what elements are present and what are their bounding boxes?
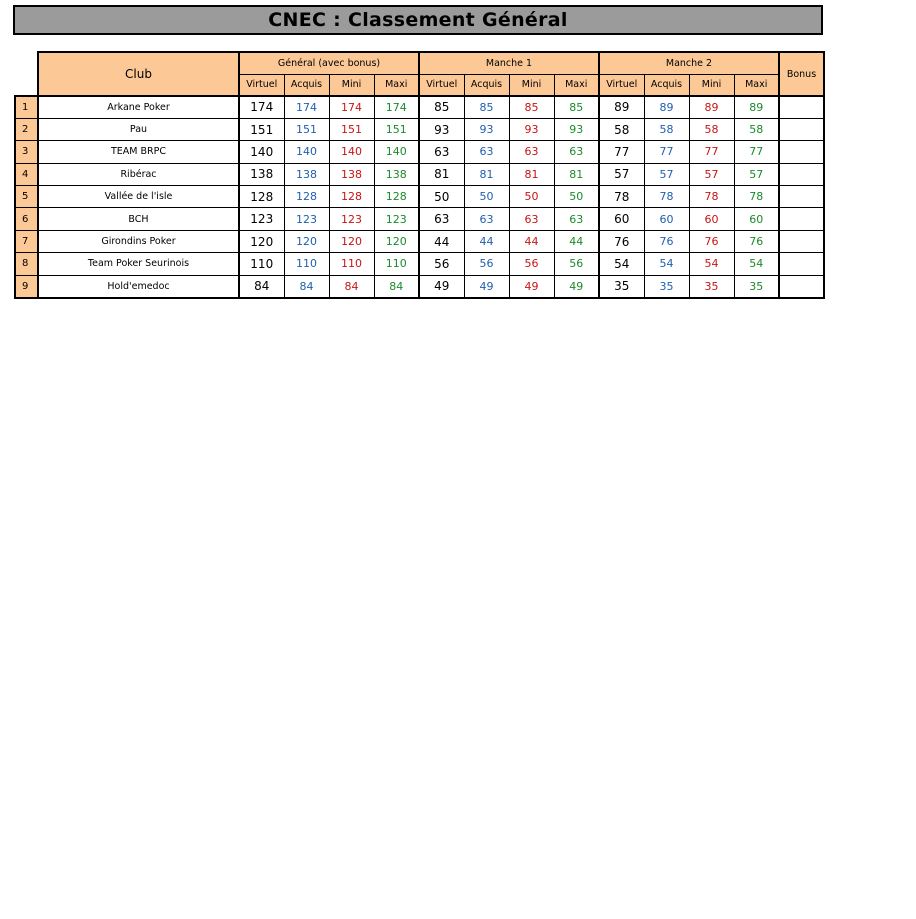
- header-general: Général (avec bonus): [239, 52, 419, 74]
- general-acquis-cell: 174: [284, 96, 329, 118]
- manche1-maxi-cell: 93: [554, 118, 599, 140]
- rank-cell: 8: [15, 253, 38, 275]
- manche2-maxi-cell: 60: [734, 208, 779, 230]
- manche1-maxi-cell: 85: [554, 96, 599, 118]
- manche2-acquis-cell: 57: [644, 163, 689, 185]
- manche1-virtuel-cell: 63: [419, 141, 464, 163]
- club-name-cell: Vallée de l'isle: [38, 186, 239, 208]
- general-mini-cell: 138: [329, 163, 374, 185]
- club-name-cell: BCH: [38, 208, 239, 230]
- rank-cell: 3: [15, 141, 38, 163]
- manche2-maxi-cell: 77: [734, 141, 779, 163]
- general-maxi-cell: 110: [374, 253, 419, 275]
- manche1-maxi-cell: 50: [554, 186, 599, 208]
- subheader-virtuel: Virtuel: [419, 74, 464, 96]
- general-virtuel-cell: 120: [239, 230, 284, 252]
- table-row: [15, 275, 824, 297]
- bonus-cell: [779, 163, 824, 185]
- manche2-virtuel-cell: 60: [599, 208, 644, 230]
- manche1-acquis-cell: 63: [464, 208, 509, 230]
- header-corner: [15, 52, 38, 96]
- manche2-mini-cell: 76: [689, 230, 734, 252]
- manche2-mini-cell: 58: [689, 118, 734, 140]
- manche1-virtuel-cell: 85: [419, 96, 464, 118]
- header-manche2: Manche 2: [599, 52, 779, 74]
- bonus-cell: [779, 275, 824, 297]
- club-name-cell: TEAM BRPC: [38, 141, 239, 163]
- manche1-maxi-cell: 63: [554, 141, 599, 163]
- manche1-mini-cell: 63: [509, 141, 554, 163]
- subheader-maxi: Maxi: [734, 74, 779, 96]
- table-row: [15, 186, 824, 208]
- manche1-virtuel-cell: 81: [419, 163, 464, 185]
- bonus-cell: [779, 141, 824, 163]
- general-mini-cell: 120: [329, 230, 374, 252]
- manche1-mini-cell: 85: [509, 96, 554, 118]
- manche2-virtuel-cell: 89: [599, 96, 644, 118]
- header-bonus: Bonus: [779, 52, 824, 96]
- rank-cell: 2: [15, 118, 38, 140]
- manche1-mini-cell: 50: [509, 186, 554, 208]
- general-mini-cell: 140: [329, 141, 374, 163]
- manche2-mini-cell: 57: [689, 163, 734, 185]
- general-acquis-cell: 128: [284, 186, 329, 208]
- manche1-virtuel-cell: 44: [419, 230, 464, 252]
- subheader-mini: Mini: [509, 74, 554, 96]
- general-maxi-cell: 138: [374, 163, 419, 185]
- page-title: CNEC : Classement Général: [268, 9, 568, 31]
- manche1-maxi-cell: 81: [554, 163, 599, 185]
- general-acquis-cell: 138: [284, 163, 329, 185]
- table-row: [15, 141, 824, 163]
- manche1-virtuel-cell: 63: [419, 208, 464, 230]
- manche2-mini-cell: 35: [689, 275, 734, 297]
- table-row: [15, 208, 824, 230]
- manche1-acquis-cell: 44: [464, 230, 509, 252]
- manche1-mini-cell: 63: [509, 208, 554, 230]
- manche2-acquis-cell: 58: [644, 118, 689, 140]
- rank-cell: 6: [15, 208, 38, 230]
- manche2-maxi-cell: 76: [734, 230, 779, 252]
- general-virtuel-cell: 151: [239, 118, 284, 140]
- manche1-mini-cell: 44: [509, 230, 554, 252]
- table-row: [15, 118, 824, 140]
- manche1-mini-cell: 56: [509, 253, 554, 275]
- header-manche1: Manche 1: [419, 52, 599, 74]
- manche2-mini-cell: 78: [689, 186, 734, 208]
- ranking-table: [14, 51, 825, 299]
- bonus-cell: [779, 118, 824, 140]
- subheader-acquis: Acquis: [644, 74, 689, 96]
- manche1-virtuel-cell: 56: [419, 253, 464, 275]
- manche2-maxi-cell: 57: [734, 163, 779, 185]
- manche1-virtuel-cell: 50: [419, 186, 464, 208]
- manche2-mini-cell: 77: [689, 141, 734, 163]
- general-maxi-cell: 140: [374, 141, 419, 163]
- subheader-virtuel: Virtuel: [239, 74, 284, 96]
- table-row: [15, 230, 824, 252]
- manche1-mini-cell: 49: [509, 275, 554, 297]
- table-row: [15, 163, 824, 185]
- general-virtuel-cell: 123: [239, 208, 284, 230]
- club-name-cell: Girondins Poker: [38, 230, 239, 252]
- manche1-acquis-cell: 85: [464, 96, 509, 118]
- general-virtuel-cell: 140: [239, 141, 284, 163]
- manche1-acquis-cell: 49: [464, 275, 509, 297]
- general-maxi-cell: 151: [374, 118, 419, 140]
- manche1-virtuel-cell: 49: [419, 275, 464, 297]
- manche1-acquis-cell: 81: [464, 163, 509, 185]
- manche2-acquis-cell: 35: [644, 275, 689, 297]
- manche1-maxi-cell: 44: [554, 230, 599, 252]
- subheader-maxi: Maxi: [554, 74, 599, 96]
- manche2-maxi-cell: 35: [734, 275, 779, 297]
- rank-cell: 9: [15, 275, 38, 297]
- general-acquis-cell: 84: [284, 275, 329, 297]
- rank-cell: 1: [15, 96, 38, 118]
- table-header: [15, 52, 824, 96]
- table-row: [15, 253, 824, 275]
- general-maxi-cell: 84: [374, 275, 419, 297]
- general-virtuel-cell: 110: [239, 253, 284, 275]
- manche1-acquis-cell: 56: [464, 253, 509, 275]
- club-name-cell: Team Poker Seurinois: [38, 253, 239, 275]
- club-name-cell: Pau: [38, 118, 239, 140]
- manche2-acquis-cell: 77: [644, 141, 689, 163]
- manche2-virtuel-cell: 58: [599, 118, 644, 140]
- club-name-cell: Ribérac: [38, 163, 239, 185]
- manche2-mini-cell: 89: [689, 96, 734, 118]
- manche2-virtuel-cell: 76: [599, 230, 644, 252]
- manche2-virtuel-cell: 54: [599, 253, 644, 275]
- general-mini-cell: 84: [329, 275, 374, 297]
- bonus-cell: [779, 208, 824, 230]
- manche2-mini-cell: 60: [689, 208, 734, 230]
- general-acquis-cell: 123: [284, 208, 329, 230]
- subheader-acquis: Acquis: [284, 74, 329, 96]
- table-row: [15, 96, 824, 118]
- table-body: [15, 96, 824, 298]
- subheader-mini: Mini: [329, 74, 374, 96]
- manche1-acquis-cell: 63: [464, 141, 509, 163]
- manche2-acquis-cell: 60: [644, 208, 689, 230]
- general-mini-cell: 128: [329, 186, 374, 208]
- manche2-acquis-cell: 76: [644, 230, 689, 252]
- general-virtuel-cell: 138: [239, 163, 284, 185]
- manche2-maxi-cell: 78: [734, 186, 779, 208]
- rank-cell: 5: [15, 186, 38, 208]
- subheader-virtuel: Virtuel: [599, 74, 644, 96]
- header-club: Club: [38, 52, 239, 96]
- club-name-cell: Arkane Poker: [38, 96, 239, 118]
- manche2-acquis-cell: 78: [644, 186, 689, 208]
- bonus-cell: [779, 253, 824, 275]
- manche1-mini-cell: 81: [509, 163, 554, 185]
- general-mini-cell: 151: [329, 118, 374, 140]
- manche2-acquis-cell: 89: [644, 96, 689, 118]
- manche1-virtuel-cell: 93: [419, 118, 464, 140]
- manche2-maxi-cell: 54: [734, 253, 779, 275]
- manche2-mini-cell: 54: [689, 253, 734, 275]
- manche2-virtuel-cell: 35: [599, 275, 644, 297]
- general-maxi-cell: 120: [374, 230, 419, 252]
- manche2-virtuel-cell: 77: [599, 141, 644, 163]
- bonus-cell: [779, 230, 824, 252]
- general-acquis-cell: 151: [284, 118, 329, 140]
- subheader-maxi: Maxi: [374, 74, 419, 96]
- general-maxi-cell: 128: [374, 186, 419, 208]
- manche2-maxi-cell: 58: [734, 118, 779, 140]
- manche2-maxi-cell: 89: [734, 96, 779, 118]
- manche1-acquis-cell: 93: [464, 118, 509, 140]
- general-acquis-cell: 140: [284, 141, 329, 163]
- manche1-maxi-cell: 56: [554, 253, 599, 275]
- manche1-acquis-cell: 50: [464, 186, 509, 208]
- general-acquis-cell: 110: [284, 253, 329, 275]
- general-maxi-cell: 174: [374, 96, 419, 118]
- general-mini-cell: 110: [329, 253, 374, 275]
- manche1-maxi-cell: 49: [554, 275, 599, 297]
- manche1-mini-cell: 93: [509, 118, 554, 140]
- club-name-cell: Hold'emedoc: [38, 275, 239, 297]
- manche2-acquis-cell: 54: [644, 253, 689, 275]
- manche2-virtuel-cell: 57: [599, 163, 644, 185]
- bonus-cell: [779, 186, 824, 208]
- manche1-maxi-cell: 63: [554, 208, 599, 230]
- rank-cell: 7: [15, 230, 38, 252]
- page-title-bar: [13, 5, 823, 35]
- general-virtuel-cell: 174: [239, 96, 284, 118]
- subheader-acquis: Acquis: [464, 74, 509, 96]
- subheader-mini: Mini: [689, 74, 734, 96]
- general-maxi-cell: 123: [374, 208, 419, 230]
- bonus-cell: [779, 96, 824, 118]
- general-virtuel-cell: 84: [239, 275, 284, 297]
- general-virtuel-cell: 128: [239, 186, 284, 208]
- general-mini-cell: 123: [329, 208, 374, 230]
- general-acquis-cell: 120: [284, 230, 329, 252]
- manche2-virtuel-cell: 78: [599, 186, 644, 208]
- general-mini-cell: 174: [329, 96, 374, 118]
- rank-cell: 4: [15, 163, 38, 185]
